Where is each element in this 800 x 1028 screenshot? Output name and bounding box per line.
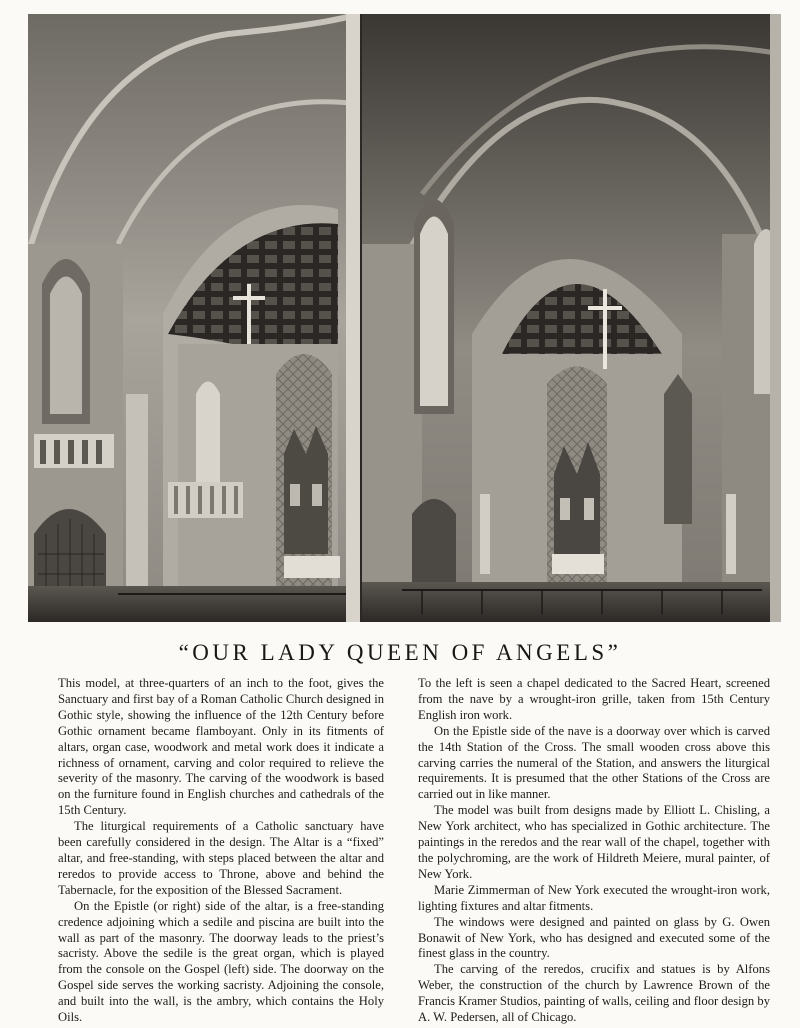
left-text-column bbox=[58, 676, 384, 1026]
paragraph: Marie Zimmerman of New York executed the wrought-iron work, lighting fixtures and altar fitments. bbox=[418, 882, 770, 913]
interior-photographs bbox=[28, 14, 781, 622]
paragraph: The carving of the reredos, crucifix and statues is by Alfons Weber, the construction of the church by Lawrence Brown of the Francis Kramer Studios, painting of walls, ceiling and floor design by A. W. Pedersen, all of Chicago. bbox=[418, 962, 770, 1025]
paragraph: The windows were designed and painted on glass by G. Owen Bonawit of New York, who has designed and executed some of the finest glass in the country. bbox=[418, 914, 770, 961]
left-interior-photo bbox=[28, 14, 360, 622]
paragraph: On the Epistle (or right) side of the altar, is a free-standing credence adjoining which a sedile and piscina are built into the wall as part of the masonry. The doorway leads to the priest’s sacristy. Above the sedile is the great organ, which is played from the console on the Gospel (left) side. The doorway on the Gospel side serves the working sacristy. Adjoining the console, and built into the wall, is the ambry, which contains the Holy Oils. bbox=[58, 898, 384, 1025]
paragraph: The model was built from designs made by Elliott L. Chisling, a New York architect, who has specialized in Gothic architecture. The paintings in the reredos and the rear wall of the chapel, together with the polychroming, are the work of Hildreth Meiere, mural painter, of New York. bbox=[418, 803, 770, 881]
paragraph: This model, at three-quarters of an inch to the foot, gives the Sanctuary and first bay of a Roman Catholic Church designed in Gothic style, showing the influence of the 12th Century before Gothic ornament became flamboyant. Only in its fitments of altars, organ case, woodwork and metal work does it indicate a richness of ornament, carving and color required to relieve the severity of the masonry. The carving of the woodwork is based on the furniture found in English churches and cathedrals of the 15th Century. bbox=[58, 676, 384, 818]
page-title: “OUR LADY QUEEN OF ANGELS” bbox=[178, 640, 622, 665]
paragraph: On the Epistle side of the nave is a doorway over which is carved the 14th Station of the Cross. The small wooden cross above this carving carries the numeral of the Station, and answers the liturgical requirements. It is presumed that the other Stations of the Cross are carried out in like manner. bbox=[418, 723, 770, 802]
paragraph: The liturgical requirements of a Catholic sanctuary have been carefully considered in the design. The Altar is a “fixed” altar, and free-standing, with steps placed between the altar and reredos to provide access to Throne, above and behind the Tabernacle, for the exposition of the Blessed Sacrament. bbox=[58, 819, 384, 897]
paragraph: To the left is seen a chapel dedicated to the Sacred Heart, screened from the nave by a wrought-iron grille, taken from 15th Century English iron work. bbox=[418, 676, 770, 722]
right-interior-photo bbox=[362, 14, 781, 622]
right-text-column bbox=[418, 676, 770, 1026]
photo-pair bbox=[28, 14, 781, 622]
